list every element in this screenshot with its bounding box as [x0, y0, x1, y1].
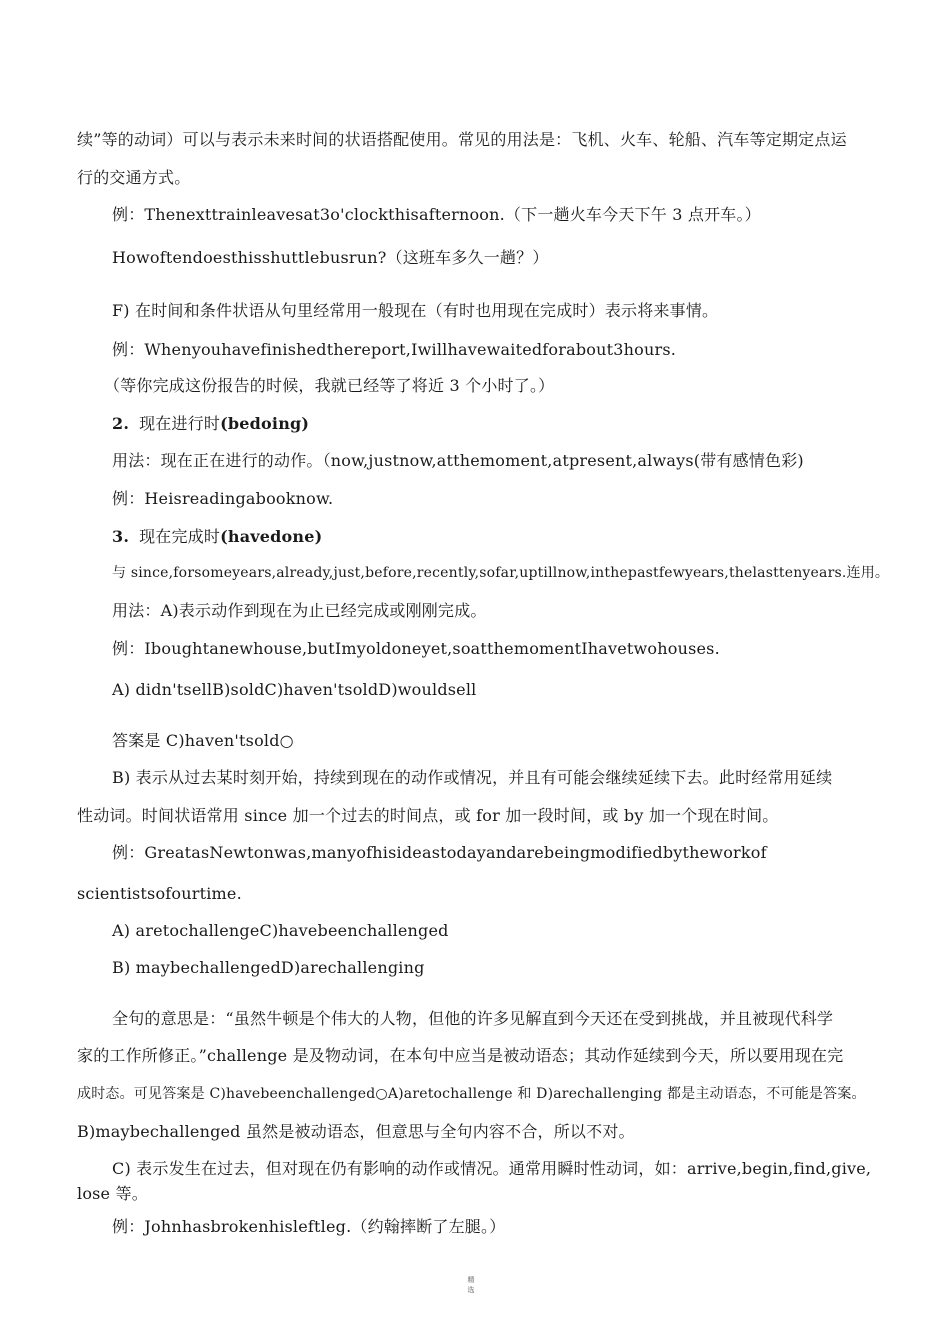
section-title: 现在进行时: [139, 414, 221, 433]
option-line: A) aretochallengeC)havebeenchallenged: [112, 921, 449, 940]
section-heading-present-perfect: [112, 527, 322, 547]
section-title: 现在完成时: [139, 527, 221, 546]
example-line: 例：Whenyouhavefinishedthereport,Iwillhavewaitedforabout3hours.: [112, 340, 677, 359]
paragraph-line: 续”等的动词）可以与表示未来时间的状语搭配使用。常见的用法是：飞机、火车、轮船、汽车等定期定点运: [77, 130, 847, 149]
translation-line: （等你完成这份报告的时候，我就已经等了将近 3 个小时了。）: [104, 376, 555, 395]
footer-char: 精: [467, 1276, 475, 1284]
rule-f-line: F) 在时间和条件状语从句里经常用一般现在（有时也用现在完成时）表示将来事情。: [112, 301, 719, 320]
paragraph-line: lose 等。: [77, 1184, 148, 1203]
page-footer-mark: [460, 1275, 482, 1295]
usage-line: 用法：A)表示动作到现在为止已经完成或刚刚完成。: [112, 601, 487, 620]
rule-b-line: B) 表示从过去某时刻开始，持续到现在的动作或情况，并且有可能会继续延续下去。此时经常用延续: [112, 768, 833, 787]
option-line: A) didn'tsellB)soldC)haven'tsoldD)wouldsell: [112, 680, 477, 699]
example-line: 例：GreatasNewtonwas,manyofhisideastodayandarebeingmodifiedbytheworkof: [112, 843, 767, 862]
explanation-line: B)maybechallenged 虽然是被动语态，但意思与全句内容不合，所以不对。: [77, 1122, 635, 1141]
paragraph-line: 性动词。时间状语常用 since 加一个过去的时间点，或 for 加一段时间，或 by 加一个现在时间。: [77, 806, 779, 825]
explanation-line: 全句的意思是：“虽然牛顿是个伟大的人物，但他的许多见解直到今天还在受到挑战，并且被现代科学: [112, 1009, 834, 1028]
example-line: 例：Johnhasbrokenhisleftleg.（约翰摔断了左腿。）: [112, 1217, 506, 1236]
paragraph-line: 与 since,forsomeyears,already,just,before,recently,sofar,uptillnow,inthepastfewyears,thelasttenyears.连用。: [112, 565, 890, 581]
explanation-line: 成时态。可见答案是 C)havebeenchallenged○A)aretochallenge 和 D)arechallenging 都是主动语态，不可能是答案。: [77, 1086, 866, 1102]
rule-c-line: C) 表示发生在过去，但对现在仍有影响的动作或情况。通常用瞬时性动词，如：arrive,begin,find,give,: [112, 1159, 872, 1178]
example-line: Howoftendoesthisshuttlebusrun?（这班车多久一趟？）: [112, 248, 549, 267]
section-title-formula: (havedone): [220, 527, 323, 546]
section-title-formula: (bedoing): [220, 414, 310, 433]
example-line: 例：Heisreadingabooknow.: [112, 489, 334, 508]
section-heading-present-continuous: [112, 414, 309, 434]
usage-line: 用法：现在正在进行的动作。（now,justnow,atthemoment,atpresent,always(带有感情色彩): [112, 451, 804, 470]
explanation-line: 家的工作所修正。”challenge 是及物动词，在本句中应当是被动语态；其动作延续到今天，所以要用现在完: [77, 1046, 844, 1065]
section-number: 3.: [112, 527, 130, 546]
option-line: B) maybechallengedD)arechallenging: [112, 958, 425, 977]
example-line: 例：Iboughtanewhouse,butImyoldoneyet,soatthemomentIhavetwohouses.: [112, 639, 720, 658]
example-line: 例：Thenexttrainleavesat3o'clockthisafternoon.（下一趟火车今天下午 3 点开车。）: [112, 205, 761, 224]
example-line-continued: scientistsofourtime.: [77, 884, 242, 903]
section-number: 2.: [112, 414, 130, 433]
paragraph-line: 行的交通方式。: [77, 168, 191, 187]
footer-char: 选: [467, 1286, 475, 1294]
answer-line: 答案是 C)haven'tsold○: [112, 731, 294, 750]
